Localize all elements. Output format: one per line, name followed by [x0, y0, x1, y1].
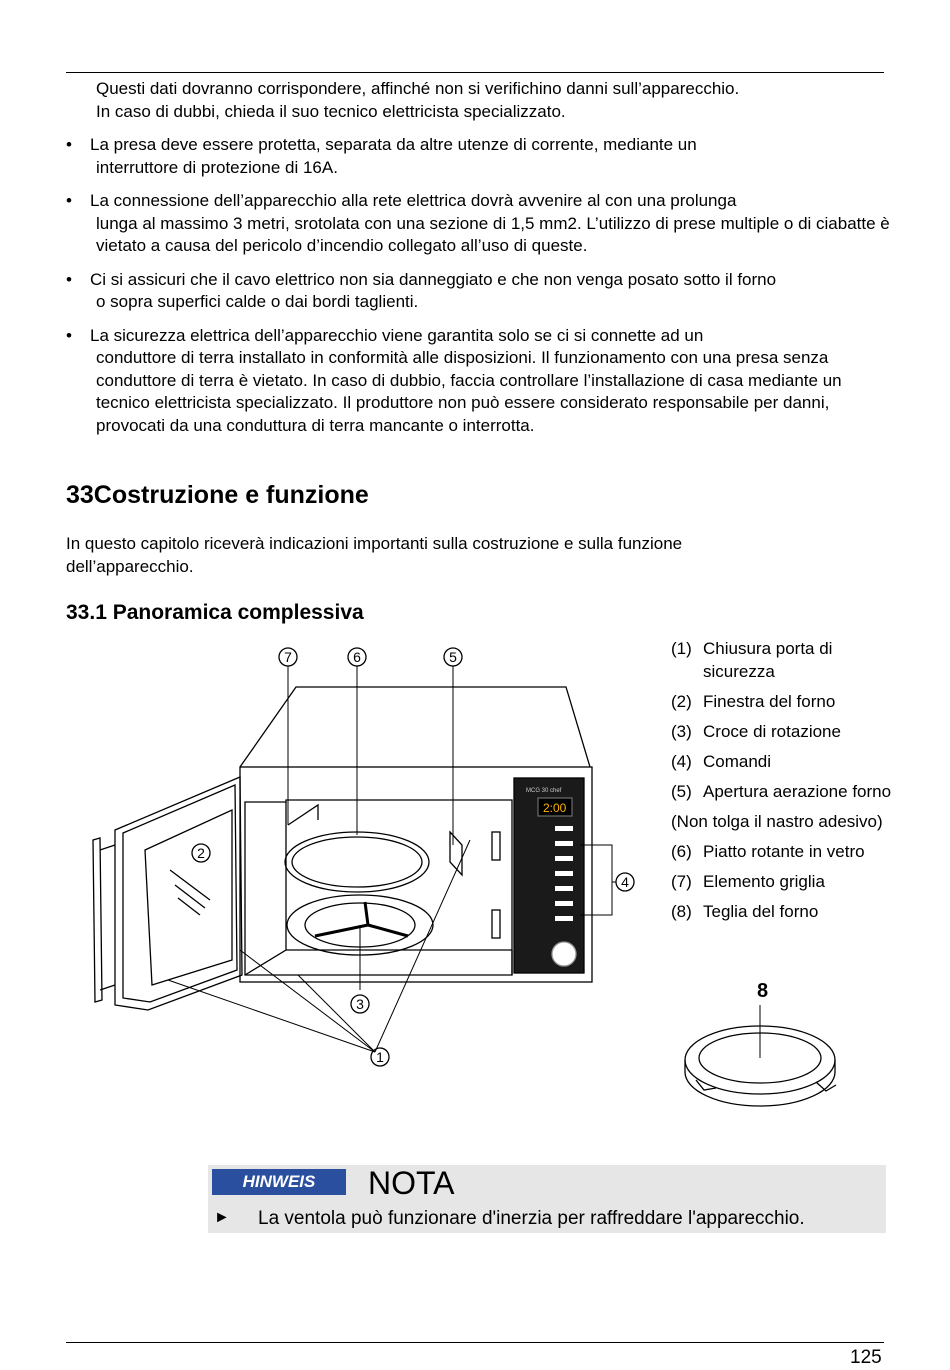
svg-text:3: 3: [356, 996, 364, 1012]
control-button: [555, 916, 573, 921]
safety-text: [66, 78, 896, 437]
note-text: La ventola può funzionare d'inerzia per raffreddare l'apparecchio.: [258, 1208, 805, 1229]
callout-2: [192, 844, 210, 862]
glass-plate-inner: [292, 837, 422, 887]
svg-text:5: 5: [449, 649, 457, 665]
subsection-title: 33.1 Panoramica complessiva: [66, 601, 364, 624]
svg-text:2: 2: [197, 845, 205, 861]
svg-text:7: 7: [284, 649, 292, 665]
bullet-dot-icon: •: [66, 135, 72, 154]
door-inner-frame: [123, 785, 237, 1002]
note-box: [208, 1165, 886, 1233]
footer-rule: [66, 1342, 884, 1343]
legend-item: (2) Finestra del forno: [671, 691, 836, 711]
display-time: 2:00: [543, 801, 567, 815]
svg-text:6: 6: [353, 649, 361, 665]
note-title: NOTA: [368, 1165, 455, 1201]
vent-opening-icon: [450, 832, 462, 875]
callout-7: [279, 648, 297, 666]
continuation-line: Questi dati dovranno corrispondere, affinché non si verifichino danni sull’apparecchio.: [96, 79, 740, 98]
svg-text:1: 1: [376, 1049, 384, 1065]
control-button: [555, 886, 573, 891]
window-reflection-icon: [170, 870, 210, 915]
callout-5: [444, 648, 462, 666]
bullet-item: • Ci si assicuri che il cavo elettrico non sia danneggiato e che non venga posato sotto il forno o sopra superfici calde o dai bordi taglienti.: [66, 269, 777, 311]
oven-top-outline: [240, 687, 590, 767]
legend-item: (6) Piatto rotante in vetro: [671, 841, 865, 861]
grill-element-icon: [288, 805, 318, 825]
oven-cavity: [245, 800, 512, 975]
control-button: [555, 871, 573, 876]
tray-feet-icon: [696, 1080, 836, 1091]
callout-1: [371, 1048, 389, 1066]
door-window-icon: [145, 810, 232, 985]
legend-item: (1) Chiusura porta di sicurezza: [671, 639, 833, 681]
section-intro: In questo capitolo riceverà indicazioni importanti sulla costruzione e sulla funzione dell’apparecchio.: [66, 534, 683, 576]
control-button: [555, 856, 573, 861]
control-button: [555, 901, 573, 906]
arrow-icon: ►: [214, 1209, 230, 1226]
callout-6: [348, 648, 366, 666]
svg-text:4: 4: [621, 874, 629, 890]
callout-3: [351, 995, 369, 1013]
bullet-item: • La presa deve essere protetta, separata da altre utenze di corrente, mediante un interruttore di protezione di 16A.: [66, 135, 697, 177]
cavity-floor: [245, 802, 512, 975]
bullet-item: • La sicurezza elettrica dell’apparecchio viene garantita solo se ci si connette ad un conduttore di terra installato in conformità alle disposizioni. Il funzionamento con una presa senza conduttore di terra è vietato. In caso di dubbio, faccia controllare l’installazione di casa mediante un tecnico elettricista specializzato. Il produttore non può essere considerato responsabile per danni, provocati da una conduttura di terra mancante o interrotta.: [66, 325, 842, 435]
door-handle-icon: [93, 838, 102, 1002]
bullet-item: • La connessione dell’apparecchio alla rete elettrica dovrà avvenire al con una prolunga lunga al massimo 3 metri, srotolata con una sezione di 1,5 mm2. L’utilizzo di prese multiple o di ciabatte è vietato a causa del pericolo d’incendio collegato all’uso di queste.: [66, 191, 890, 255]
parts-legend: [671, 638, 901, 931]
callout-4: [616, 873, 634, 891]
microwave-diagram: [60, 640, 650, 1080]
tray-label: 8: [757, 980, 769, 1002]
bullet-dot-icon: •: [66, 325, 72, 345]
hinweis-badge: HINWEIS: [212, 1169, 346, 1195]
door-catch-icon: [492, 910, 500, 938]
control-dial-icon: [552, 942, 576, 966]
legend-item: (3) Croce di rotazione: [671, 721, 841, 741]
bullet-dot-icon: •: [66, 191, 72, 210]
legend-item: (7) Elemento griglia: [671, 871, 825, 891]
door-catch-icon: [492, 832, 500, 860]
legend-item: (5) Apertura aerazione forno: [671, 781, 892, 801]
control-button: [555, 841, 573, 846]
bullet-dot-icon: •: [66, 269, 72, 289]
continuation-line: In caso di dubbi, chieda il suo tecnico elettricista specializzato.: [96, 101, 566, 121]
section-title: 33Costruzione e funzione: [66, 481, 369, 509]
legend-note: (Non tolga il nastro adesivo): [671, 811, 883, 831]
leader-bracket: [580, 845, 616, 915]
glass-plate-icon: [285, 832, 429, 892]
legend-item: (4) Comandi: [671, 751, 772, 771]
brand-label: MCG 30 chef: [526, 788, 562, 794]
control-button: [555, 826, 573, 831]
header-rule: [66, 72, 884, 73]
baking-tray-diagram: [676, 975, 876, 1120]
legend-item: (8) Teglia del forno: [671, 901, 819, 921]
page-number: 125: [850, 1347, 882, 1368]
